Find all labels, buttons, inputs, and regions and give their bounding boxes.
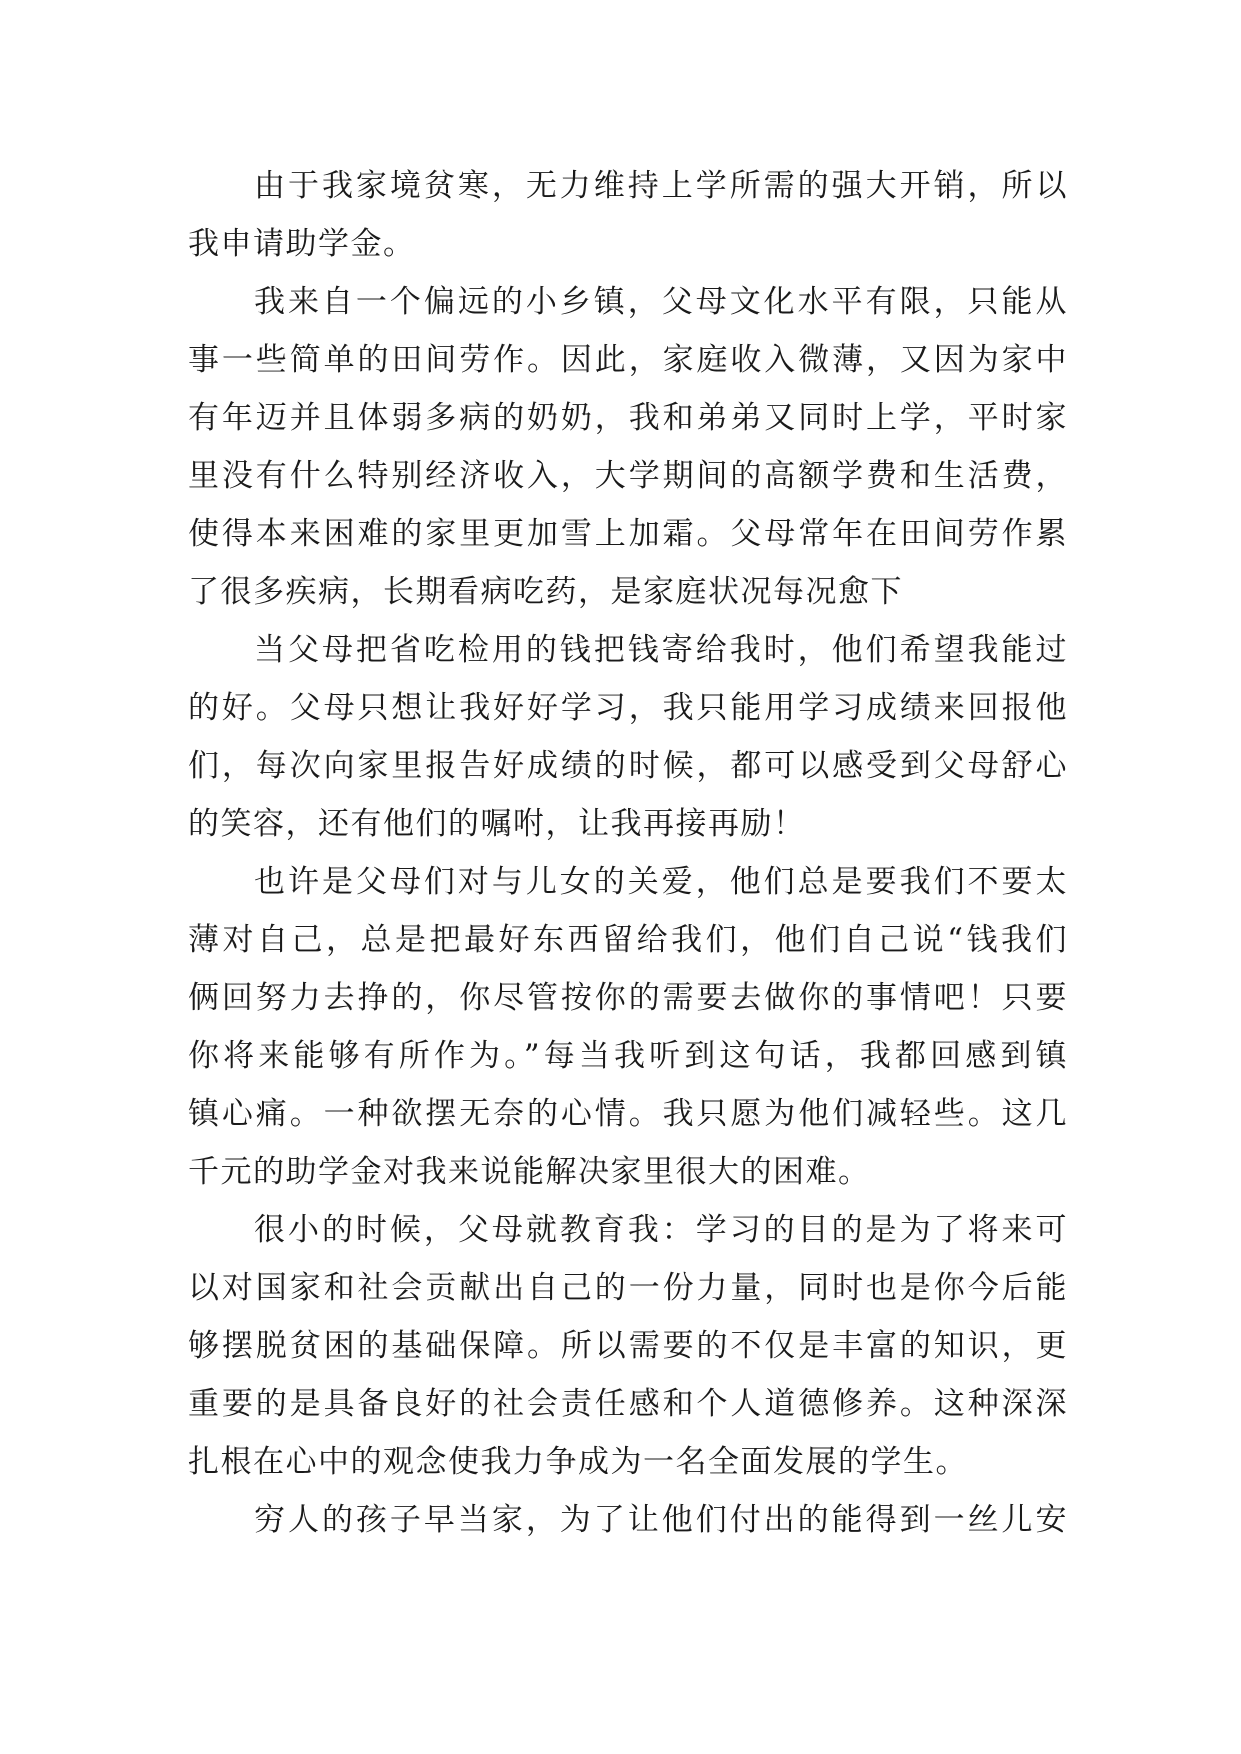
text-line: 扎根在心中的观念使我力争成为一名全面发展的学生。	[188, 1444, 968, 1480]
paragraph-4	[188, 853, 1068, 1201]
text-line: 有年迈并且体弱多病的奶奶，我和弟弟又同时上学，平时家	[188, 400, 1068, 436]
paragraph-3	[188, 621, 1068, 853]
text-line: 由于我家境贫寒，无力维持上学所需的强大开销，所以	[254, 168, 1068, 204]
text-line: 很小的时候，父母就教育我：学习的目的是为了将来可	[254, 1212, 1068, 1248]
text-line: 当父母把省吃检用的钱把钱寄给我时，他们希望我能过	[254, 632, 1068, 668]
text-line: 了很多疾病，长期看病吃药，是家庭状况每况愈下	[188, 574, 903, 610]
text-line: 镇心痛。一种欲摆无奈的心情。我只愿为他们减轻些。这几	[188, 1096, 1068, 1132]
text-line: 以对国家和社会贡献出自己的一份力量，同时也是你今后能	[188, 1270, 1068, 1306]
text-line: 的笑容，还有他们的嘱咐，让我再接再励！	[188, 806, 806, 842]
text-line: 我申请助学金。	[188, 226, 416, 262]
document-body	[188, 157, 1068, 1549]
text-line: 我来自一个偏远的小乡镇，父母文化水平有限，只能从	[254, 284, 1068, 320]
paragraph-5	[188, 1201, 1068, 1491]
text-line: 也许是父母们对与儿女的关爱，他们总是要我们不要太	[254, 864, 1068, 900]
text-line: 们，每次向家里报告好成绩的时候，都可以感受到父母舒心	[188, 748, 1068, 784]
text-line: 俩回努力去挣的，你尽管按你的需要去做你的事情吧！只要	[188, 980, 1068, 1016]
text-line: 够摆脱贫困的基础保障。所以需要的不仅是丰富的知识，更	[188, 1328, 1068, 1364]
text-line: 事一些简单的田间劳作。因此，家庭收入微薄，又因为家中	[188, 342, 1068, 378]
text-line: 使得本来困难的家里更加雪上加霜。父母常年在田间劳作累	[188, 516, 1068, 552]
paragraph-2	[188, 273, 1068, 621]
text-line: 千元的助学金对我来说能解决家里很大的困难。	[188, 1154, 871, 1190]
text-line: 你将来能够有所作为。”每当我听到这句话，我都回感到镇	[188, 1038, 1068, 1074]
text-line: 里没有什么特别经济收入，大学期间的高额学费和生活费，	[188, 458, 1068, 494]
text-line: 薄对自己，总是把最好东西留给我们，他们自己说“钱我们	[188, 922, 1068, 958]
text-line: 穷人的孩子早当家，为了让他们付出的能得到一丝儿安	[254, 1502, 1068, 1538]
paragraph-1	[188, 157, 1068, 273]
text-line: 重要的是具备良好的社会责任感和个人道德修养。这种深深	[188, 1386, 1068, 1422]
text-line: 的好。父母只想让我好好学习，我只能用学习成绩来回报他	[188, 690, 1068, 726]
paragraph-6	[188, 1491, 1068, 1549]
